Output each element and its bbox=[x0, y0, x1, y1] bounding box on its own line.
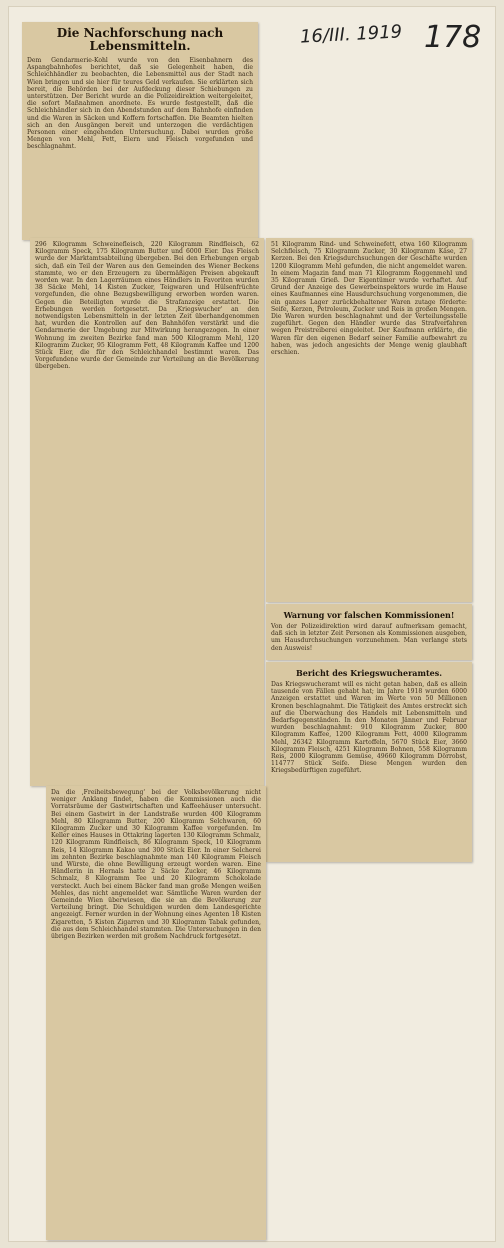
report-headline: Bericht des Kriegswucheramtes. bbox=[295, 668, 443, 678]
article-headline: Die Nachforschung nach Lebensmitteln. bbox=[56, 26, 224, 53]
report-text: Das Kriegswucheramt will es nicht getan haben, daß es allein tausende von Fällen gehabt hat; im Jahre 1918 wurden 6000 Anzeigen erstattet und Waren im Werte von 50 Millionen Kronen beschlagnahmt. Die Tätigkeit des Amtes erstreckt sich auf die Überwachung des Handels mit Lebensmitteln und Bedarfsgegenständen. In den Monaten Jänner und Februar wurden beschlagnahmt: 910 Kilogramm Zucker, 800 Kilogramm Kaffee, 1200 Kilogramm Fett, 4000 Kilogramm Mehl, 26342 Kilogramm Kartoffeln, 5670 Stück Eier, 3660 Kilogramm Fleisch, 4251 Kilogramm Bohnen, 558 Kilogramm Reis, 2000 Kilogramm Gemüse, 49660 Kilogramm Dörrobst, 114777 Stück Seife. Diese Mengen wurden den Kriegsbedürftigen zugeführt. bbox=[271, 681, 467, 775]
clipping-left-column-bottom bbox=[46, 786, 266, 1240]
article-text: Dem Gendarmerie-Kohl wurde von den Eisenbahnern des Aspangbahnhofes berichtet, daß sie Gelegenheit haben, die Schleichhändler zu beobachten, die Lebensmittel aus der Stadt nach Wien bringen und sie hier für teures Geld verkaufen. Sie erklärten sich bereit, die Behörden bei der Aufdeckung dieser Schiebungen zu unterstützen. Der Bericht wurde an die Polizeidirektion weitergeleitet, die sofort Maßnahmen anordnete. Es wurde festgestellt, daß die Schleichhändler sich in den Abendstunden auf dem Bahnhofe einfinden und die Waren in Säcken und Koffern fortschaffen. Die Beamten hielten sich an den Ausgängen bereit und unterzogen die verdächtigen Personen einer eingehenden Untersuchung. Dabei wurden große Mengen von Mehl, Fett, Eiern und Fleisch vorgefunden und beschlagnahmt. bbox=[27, 57, 253, 151]
article-text: Da die ,Freiheitsbewegung' bei der Volksbevölkerung nicht weniger Anklang findet, haben die Kommissionen auch die Vorratsräume der Gastwirtschaften und Kaffeehäuser untersucht. Bei einem Gastwirt in der Landstraße wurden 400 Kilogramm Mehl, 80 Kilogramm Butter, 200 Kilogramm Selchwaren, 60 Kilogramm Zucker und 30 Kilogramm Kaffee vorgefunden. Im Keller eines Hauses in Ottakring lagerten 130 Kilogramm Schmalz, 120 Kilogramm Rindfleisch, 86 Kilogramm Speck, 10 Kilogramm Reis, 14 Kilogramm Kakao und 300 Stück Eier. In einer Selcherei im zehnten Bezirke beschlagnahmte man 140 Kilogramm Fleisch und Würste, die ohne Bewilligung erzeugt worden waren. Eine Händlerin in Hernals hatte 2 Säcke Zucker, 46 Kilogramm Schmalz, 8 Kilogramm Tee und 20 Kilogramm Schokolade versteckt. Auch bei einem Bäcker fand man große Mengen weißen Mehles, das nicht angemeldet war. Sämtliche Waren wurden der Gemeinde Wien überwiesen, die sie an die Bevölkerung zur Verteilung bringt. Die Schuldigen wurden dem Landesgerichte angezeigt. Ferner wurden in der Wohnung eines Agenten 18 Kisten Zigaretten, 5 Kisten Zigarren und 30 Kilogramm Tabak gefunden, die aus dem Schleichhandel stammten. Die Untersuchungen in den übrigen Bezirken werden mit großem Nachdruck fortgesetzt. bbox=[51, 789, 261, 941]
notice-text: Von der Polizeidirektion wird darauf aufmerksam gemacht, daß sich in letzter Zeit Personen als Kommissionen ausgeben, um Hausdurchsuchungen vorzunehmen. Man verlange stets den Ausweis! bbox=[271, 623, 467, 652]
clipping-war-profiteering-report bbox=[266, 662, 472, 862]
clipping-warning-notice bbox=[266, 604, 472, 660]
handwritten-date: 16/III. 1919 bbox=[299, 21, 403, 48]
article-text: 296 Kilogramm Schweinefleisch, 220 Kilogramm Rindfleisch, 62 Kilogramm Speck, 175 Kilogramm Butter und 6000 Eier. Das Fleisch wurde der Marktamtsabteilung übergeben. Bei den Erhebungen ergab sich, daß ein Teil der Waren aus den Gemeinden des Wiener Beckens stammte, wo er den Erzeugern zu übermäßigen Preisen abgekauft worden war. In den Lagerräumen eines Händlers in Favoriten wurden 38 Säcke Mehl, 14 Kisten Zucker, Teigwaren und Hülsenfrüchte vorgefunden, die ohne Bezugsbewilligung erworben worden waren. Gegen die Beteiligten wurde die Strafanzeige erstattet. Die Erhebungen werden fortgesetzt. Da ,Kriegswucher' an den notwendigsten Lebensmitteln in der letzten Zeit überhandgenommen hat, wurden die Kontrollen auf den Bahnhöfen verstärkt und die Gendarmerie der Umgebung zur Mitwirkung herangezogen. In einer Wohnung im zweiten Bezirke fand man 500 Kilogramm Mehl, 120 Kilogramm Zucker, 95 Kilogramm Fett, 48 Kilogramm Kaffee und 1200 Stück Eier, die für den Schleichhandel bestimmt waren. Das Vorgefundene wurde der Gemeinde zur Verteilung an die Bevölkerung übergeben. bbox=[35, 241, 259, 371]
clipping-headline-article bbox=[22, 22, 258, 240]
handwritten-folio-number: 178 bbox=[424, 20, 482, 55]
clipping-left-column bbox=[30, 238, 264, 786]
notice-headline: Warnung vor falschen Kommissionen! bbox=[283, 610, 455, 620]
clipping-right-column-top bbox=[266, 238, 472, 602]
article-text: 51 Kilogramm Rind- und Schweinefett, etwa 160 Kilogramm Selchfleisch, 75 Kilogramm Zucker, 30 Kilogramm Käse, 27 Kerzen. Bei den Kriegsdurchsuchungen der Geschäfte wurden 1200 Kilogramm Mehl gefunden, die nicht angemeldet waren. In einem Magazin fand man 71 Kilogramm Roggenmehl und 35 Kilogramm Grieß. Der Eigentümer wurde verhaftet. Auf Grund der Anzeige des Gewerbeinspektors wurde im Hause eines Kaufmannes eine Hausdurchsuchung vorgenommen, die ein ganzes Lager zurückbehaltener Waren zutage förderte: Seife, Kerzen, Petroleum, Zucker und Reis in großen Mengen. Die Waren wurden beschlagnahmt und der Verteilungsstelle zugeführt. Gegen den Händler wurde das Strafverfahren wegen Preistreiberei eingeleitet. Der Kaufmann erklärte, die Waren für den eigenen Bedarf seiner Familie aufbewahrt zu haben, was jedoch angesichts der Menge wenig glaubhaft erschien. bbox=[271, 241, 467, 357]
